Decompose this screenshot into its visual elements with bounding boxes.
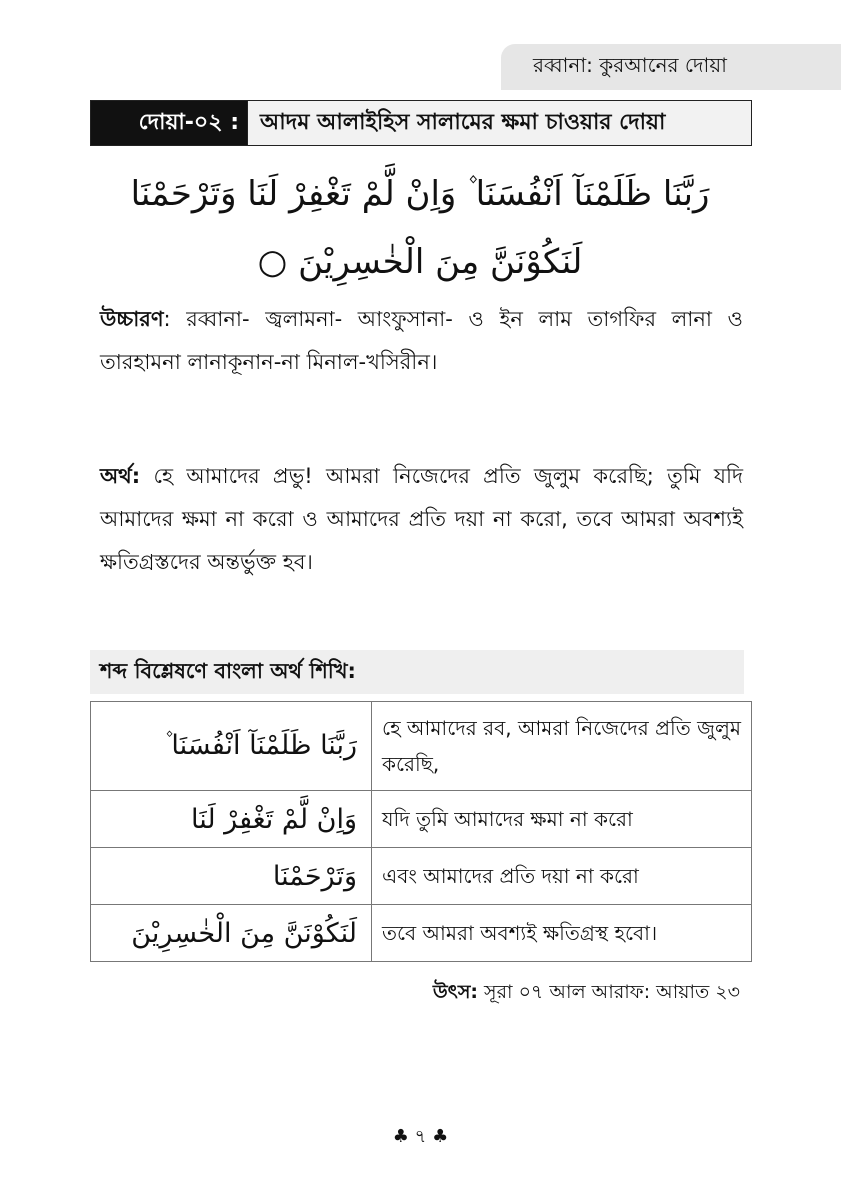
running-header — [501, 44, 841, 90]
pronunciation-text: : রব্বানা- জ্বলামনা- আংফুসানা- ও ইন লাম তাগফির লানা ও তারহামনা লানাকূনান-না মিনাল-খসিরীন। — [100, 307, 743, 374]
word-analysis-heading: শব্দ বিশ্লেষণে বাংলা অর্থ শিখি: — [90, 650, 744, 694]
meaning-text: হে আমাদের প্রভু! আমরা নিজেদের প্রতি জুলুম করেছি; তুমি যদি আমাদের ক্ষমা না করো ও আমাদের প্রতি দয়া না করো, তবে আমরা অবশ্যই ক্ষতিগ্রস্তদের অন্তর্ভুক্ত হব। — [100, 464, 743, 574]
dua-title-box — [90, 100, 752, 146]
dua-title: আদম আলাইহিস সালামের ক্ষমা চাওয়ার দোয়া — [247, 101, 751, 145]
meaning-label: অর্থ: — [100, 464, 141, 488]
pronunciation-paragraph — [100, 298, 743, 384]
source-text: সূরা ০৭ আল আরাফ: আয়াত ২৩ — [477, 981, 740, 1003]
bangla-meaning: তবে আমরা অবশ্যই ক্ষতিগ্রস্থ হবো। — [372, 905, 752, 962]
dua-number-label: দোয়া-০২ : — [91, 101, 247, 145]
word-analysis-table — [90, 701, 752, 962]
running-title: রব্বানা: কুরআনের দোয়া — [533, 52, 727, 77]
page-number: ♣ ৭ ♣ — [392, 1126, 449, 1147]
bangla-meaning: হে আমাদের রব, আমরা নিজেদের প্রতি জুলুম করেছি, — [372, 702, 752, 791]
source-citation — [433, 978, 740, 1010]
arabic-phrase: وَتَرْحَمْنَا — [91, 848, 372, 905]
arabic-verse: رَبَّنَا ظَلَمْنَآ اَنْفُسَنَا ۫ وَاِنْ لَّمْ تَغْفِرْ لَنَا وَتَرْحَمْنَا لَنَكُوْنَنَّ مِنَ الْخٰسِرِيْنَ ○ — [130, 174, 710, 282]
pronunciation-label: উচ্চারণ — [100, 307, 164, 331]
table-row — [91, 848, 752, 905]
source-label: উৎস: — [432, 981, 478, 1003]
meaning-paragraph — [100, 455, 743, 584]
bangla-meaning: এবং আমাদের প্রতি দয়া না করো — [372, 848, 752, 905]
table-row — [91, 702, 752, 791]
bangla-meaning: যদি তুমি আমাদের ক্ষমা না করো — [372, 791, 752, 848]
table-row — [91, 905, 752, 962]
arabic-phrase: رَبَّنَا ظَلَمْنَآ اَنْفُسَنَا ۫ — [91, 702, 372, 791]
table-row — [91, 791, 752, 848]
arabic-phrase: وَاِنْ لَّمْ تَغْفِرْ لَنَا — [91, 791, 372, 848]
arabic-phrase: لَنَكُوْنَنَّ مِنَ الْخٰسِرِيْنَ — [91, 905, 372, 962]
